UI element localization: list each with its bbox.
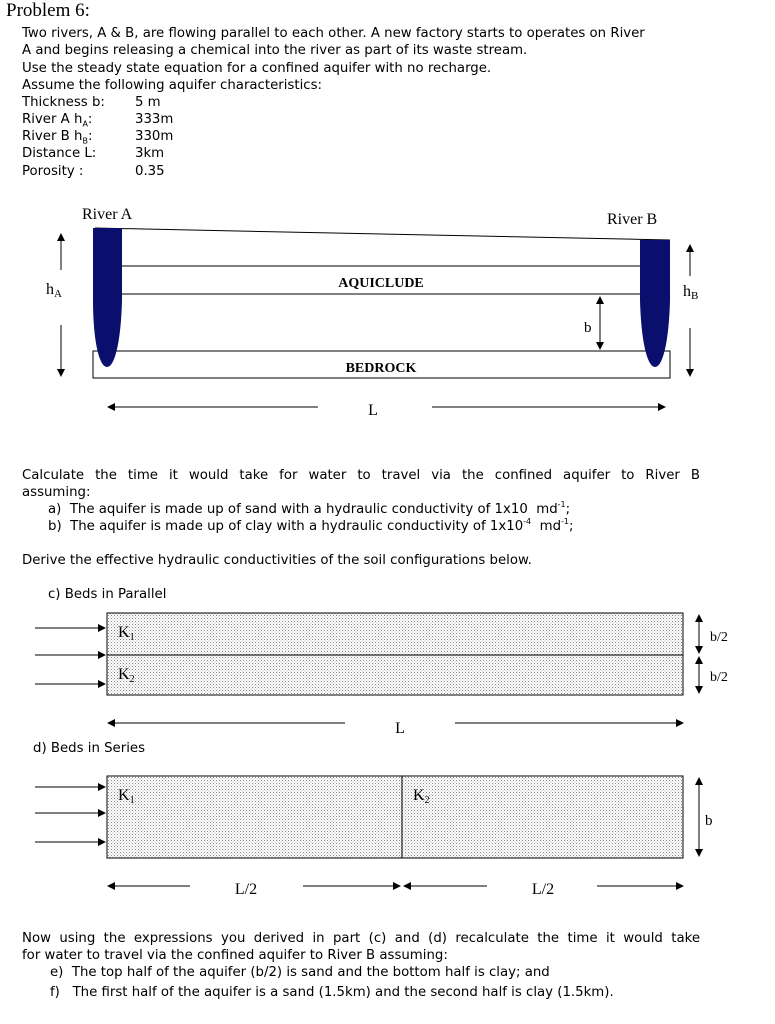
confined-aquifer-diagram [46,206,698,419]
item-text: The top half of the aquifer (b/2) is sand and the bottom half is clay; and [71,965,550,980]
item-text: The first half of the aquifer is a sand (1.5km) and the second half is clay (1.5km). [72,985,614,1000]
param-value: 330m [135,129,174,144]
k-sub: 2 [424,795,430,806]
ha-sub: A [54,288,62,300]
param-label-suffix: : [87,129,93,144]
half-b-label: b/2 [710,630,728,645]
problem-title: Problem 6: [6,0,90,21]
river-b [640,240,670,367]
item-label: f) [50,985,60,1000]
k-sub: 1 [129,632,135,643]
k-letter: K [118,624,130,641]
item-label: e) [50,965,64,980]
k-sub: 2 [129,674,135,685]
ha-label [46,281,62,300]
hb-sub: B [691,290,699,302]
unit: md [536,502,558,517]
river-a [93,228,122,367]
param-value: 333m [135,112,174,127]
param-value: 5 m [135,95,161,110]
end: ; [565,502,571,517]
param-label: Thickness b: [22,95,105,110]
question-line: Calculate the time it would take for water to travel via the confined aquifer to River B [22,468,700,483]
item-label: b) [48,519,62,534]
parallel-heading: c) Beds in Parallel [48,587,167,602]
param-label: Distance L: [22,146,97,161]
param-value: 0.35 [135,164,165,179]
k-letter: K [118,666,130,683]
item-text: The aquifer is made up of clay with a hydraulic conductivity of 1x10 [70,519,524,534]
hb-h: h [683,283,691,300]
question-a [48,501,570,518]
bedrock-label: BEDROCK [345,361,417,376]
river-b-label: River B [607,211,658,228]
pow: -4 [523,517,532,526]
final-line: for water to travel via the confined aquifer to River B assuming: [22,948,448,963]
l-label: L [368,402,378,419]
aquiclude-label: AQUICLUDE [338,276,424,291]
water-table-line [95,228,670,240]
intro-line: A and begins releasing a chemical into the river as part of its waste stream. [22,43,528,58]
question-line: assuming: [22,485,91,500]
question-e [50,964,550,981]
param-value: 3km [135,146,165,161]
half-b-label: b/2 [710,670,728,685]
river-a-label: River A [82,206,133,223]
k-sub: 1 [129,795,135,806]
k-letter: K [118,787,130,804]
param-label-text: River B h [22,129,83,144]
l-label: L [395,720,405,737]
intro-line: Two rivers, A & B, are flowing parallel to each other. A new factory starts to operates on River [22,26,645,41]
k-letter: K [413,787,425,804]
parallel-beds-block [107,613,683,695]
parallel-beds-diagram [35,613,728,737]
hb-label [683,283,698,302]
param-label-text: River A h [22,112,83,127]
series-beds-diagram [35,776,713,898]
unit: md [539,519,562,534]
param-label: Porosity : [22,164,84,179]
end: ; [569,519,574,534]
final-line: Now using the expressions you derived in part (c) and (d) recalculate the time it would take [22,931,700,946]
item-label: a) [48,502,62,517]
derive-text: Derive the effective hydraulic conductivities of the soil configurations below. [22,553,532,568]
param-label-suffix: : [87,112,93,127]
exp: -1 [557,500,566,509]
question-f [50,984,614,1001]
half-l-label: L/2 [531,881,555,898]
param-label-sub: A [82,119,88,129]
half-l-label: L/2 [234,881,258,898]
ha-h: h [46,281,54,298]
item-text: The aquifer is made up of sand with a hydraulic conductivity of 1x10 [69,502,528,517]
intro-line: Assume the following aquifer characteristics: [22,78,322,93]
param-label-sub: B [82,136,88,146]
series-beds-block [107,776,683,858]
question-b [48,518,574,535]
b-label: b [705,813,713,829]
b-label: b [584,320,592,336]
series-heading: d) Beds in Series [33,741,145,756]
intro-line: Use the steady state equation for a confined aquifer with no recharge. [22,61,492,76]
exp: -1 [561,517,570,526]
